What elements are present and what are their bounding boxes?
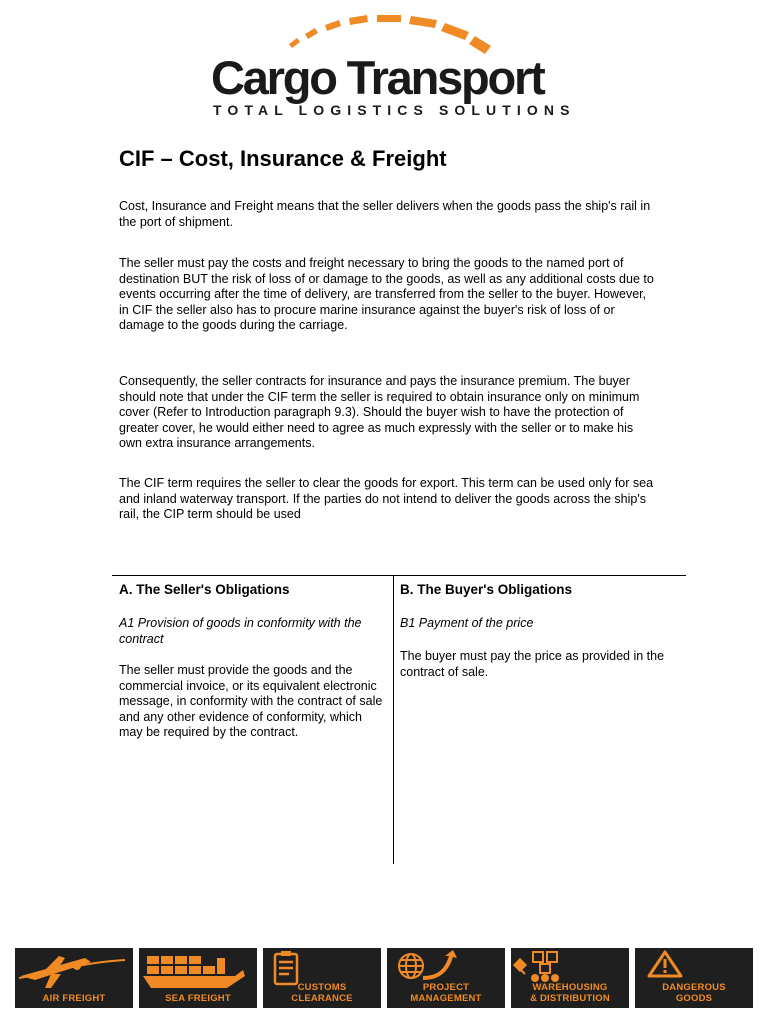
paragraph-seller-costs: The seller must pay the costs and freight necessary to bring the goods to the named port of destination BUT the risk of loss of or damage to the goods, as well as any additional costs due to events occurring after the time of delivery, are transferred from the seller to the buyer. However, in CIF the seller also has to procure marine insurance against the buyer's risk of loss of or damage to the goods during the carriage.: [119, 256, 654, 332]
document-title: CIF – Cost, Insurance & Freight: [119, 146, 447, 171]
logo-tagline: TOTAL LOGISTICS SOLUTIONS: [213, 102, 576, 118]
service-label-line2: & DISTRIBUTION: [530, 992, 610, 1004]
buyer-obligation-b1-text: The buyer must pay the price as provided in the contract of sale.: [400, 649, 665, 679]
service-warehousing-distribution: [511, 948, 629, 1008]
paragraph-insurance: Consequently, the seller contracts for insurance and pays the insurance premium. The buyer should note that under the CIF term the seller is required to obtain insurance only on minimum cover (Refer to Introduction paragraph 9.3). Should the buyer wish to have the protection of greater cover, he would either need to agree as much expressly with the seller or to make his own extra insurance arrangements.: [119, 374, 640, 450]
service-label: WAREHOUSING: [532, 982, 608, 993]
service-label-line2: CLEARANCE: [291, 992, 353, 1004]
intro-paragraph: Cost, Insurance and Freight means that the seller delivers when the goods pass the ship's rail in the port of shipment.: [119, 199, 651, 229]
service-label-line2: MANAGEMENT: [410, 992, 482, 1004]
service-label: SEA FREIGHT: [165, 992, 231, 1004]
obligations-table: [112, 575, 686, 864]
service-label: AIR FREIGHT: [42, 992, 106, 1004]
seller-obligations-heading: A. The Seller's Obligations: [119, 582, 290, 597]
seller-obligation-a1-text: The seller must provide the goods and the commercial invoice, or its equivalent electronic message, in conformity with the contract of sale and any other evidence of conformity, which may be required by the contract.: [119, 663, 383, 739]
service-sea-freight: [139, 948, 257, 1008]
buyer-obligation-b1-title: B1 Payment of the price: [400, 616, 534, 630]
service-label-line2: GOODS: [675, 992, 713, 1004]
services-footer: [15, 948, 753, 1008]
service-project-management: [387, 948, 505, 1008]
seller-obligation-a1-title: A1 Provision of goods in conformity with the contract: [119, 616, 362, 646]
column-divider: [393, 576, 394, 864]
logo-wordmark: Cargo Transport: [211, 51, 544, 104]
service-label: DANGEROUS: [662, 982, 726, 993]
service-label: PROJECT: [422, 982, 470, 993]
buyer-obligations-heading: B. The Buyer's Obligations: [400, 582, 572, 597]
service-air-freight: [15, 948, 133, 1008]
paragraph-export-clearance: The CIF term requires the seller to clear the goods for export. This term can be used only for sea and inland waterway transport. If the parties do not intend to deliver the goods across the ship's rail, the CIP term should be used: [119, 476, 654, 521]
service-label: CUSTOMS: [297, 982, 347, 993]
service-customs-clearance: [263, 948, 381, 1008]
company-logo: [205, 14, 576, 124]
service-dangerous-goods: [635, 948, 753, 1008]
